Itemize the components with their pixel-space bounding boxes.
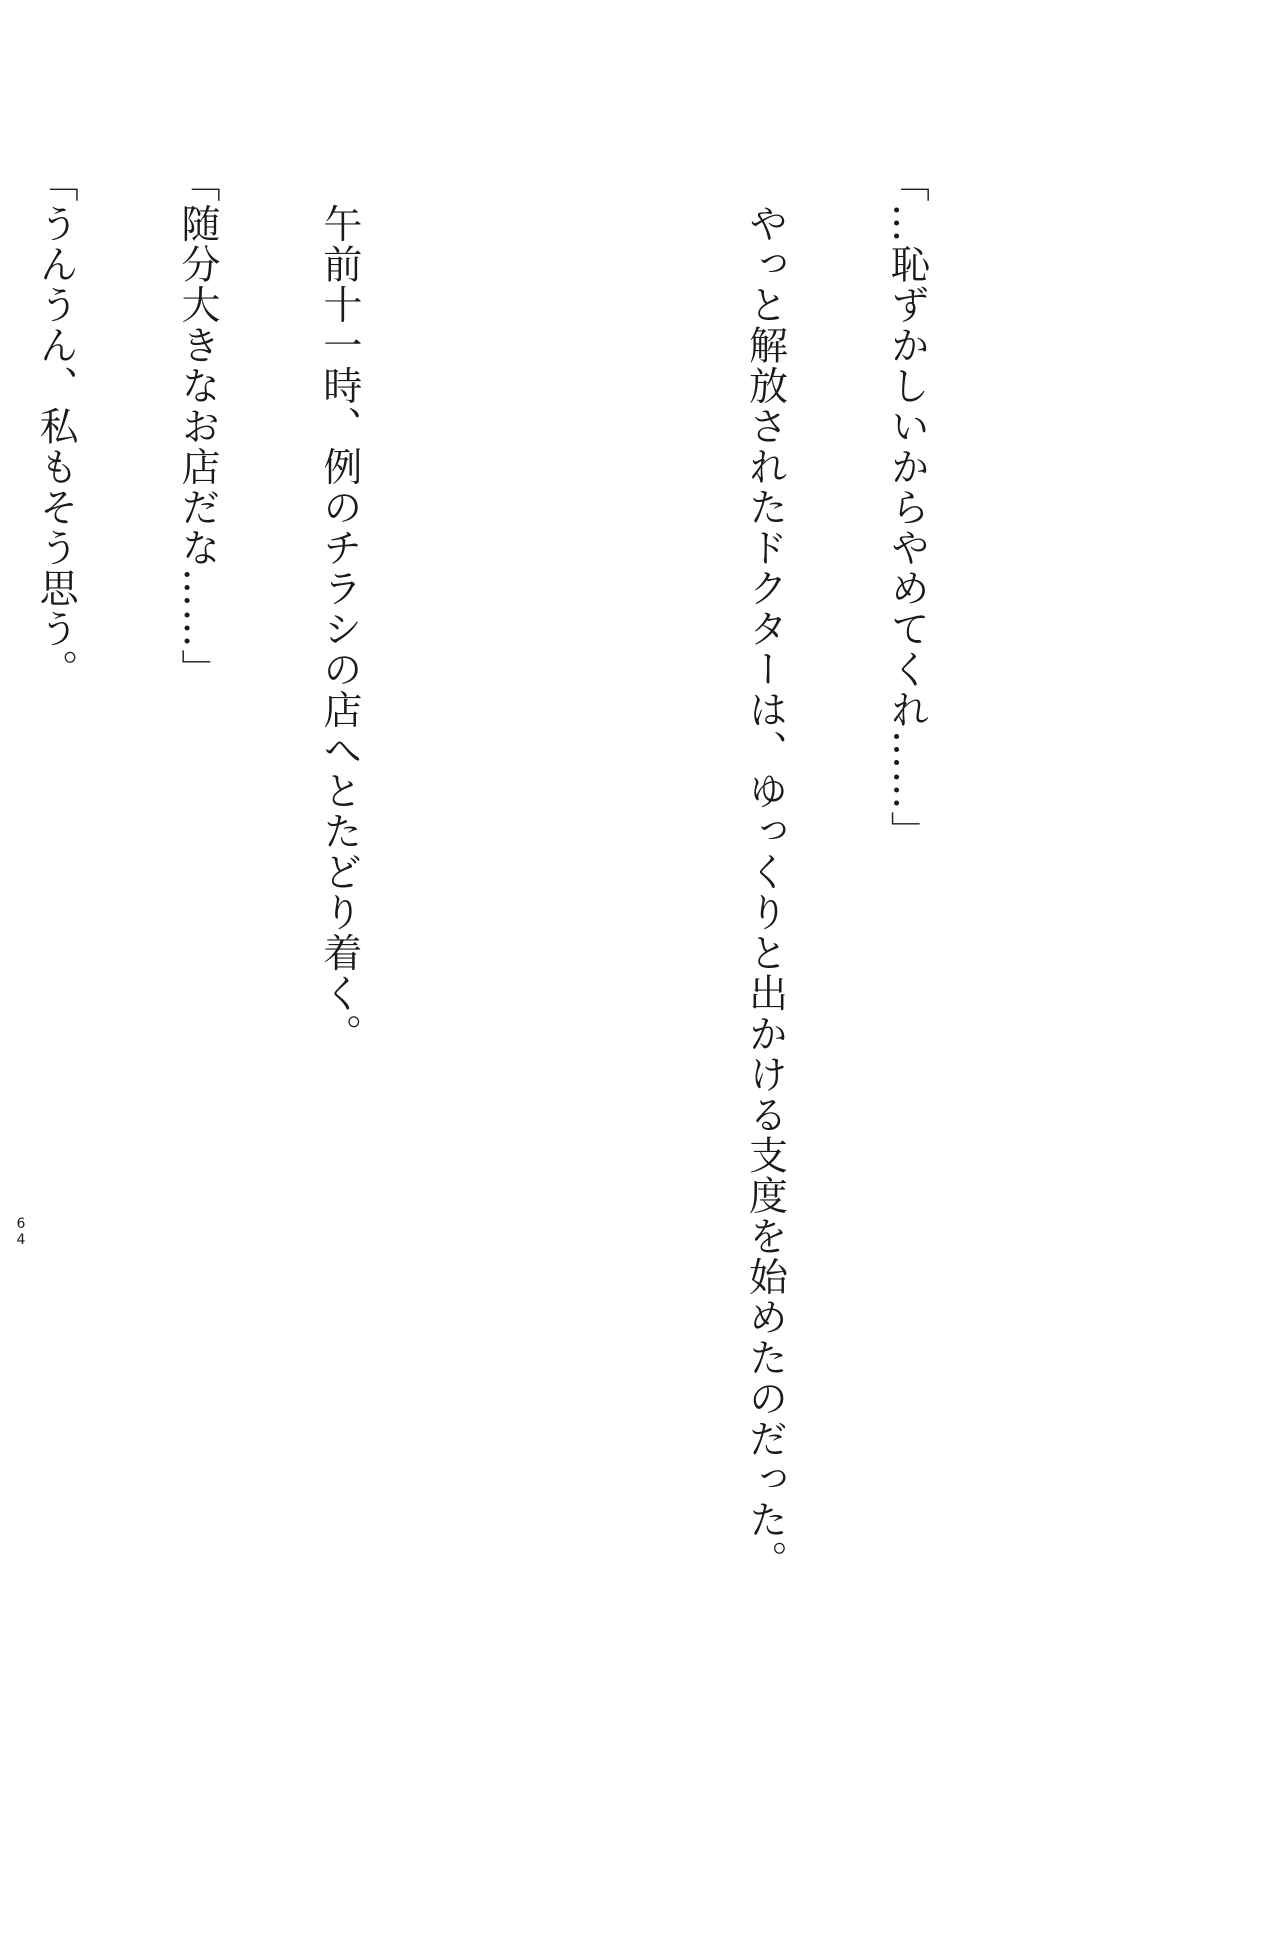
text-line: やっと解放されたドクターは、ゆっくりと出かける支度を始めたのだった。	[742, 163, 788, 1581]
page-number: 64	[13, 1216, 29, 1248]
text-line: 「随分大きなお店だな……」	[174, 163, 220, 690]
text-line: 「うんうん、私もそう思う。	[33, 163, 79, 690]
text-line: 午前十一時、例のチラシの店へとたどり着く。	[316, 163, 362, 1054]
text-line	[457, 163, 504, 1633]
text-line	[599, 163, 646, 1633]
text-line: 「…恥ずかしいからやめてくれ……」	[884, 163, 930, 852]
vertical-text-body	[0, 163, 1025, 1633]
